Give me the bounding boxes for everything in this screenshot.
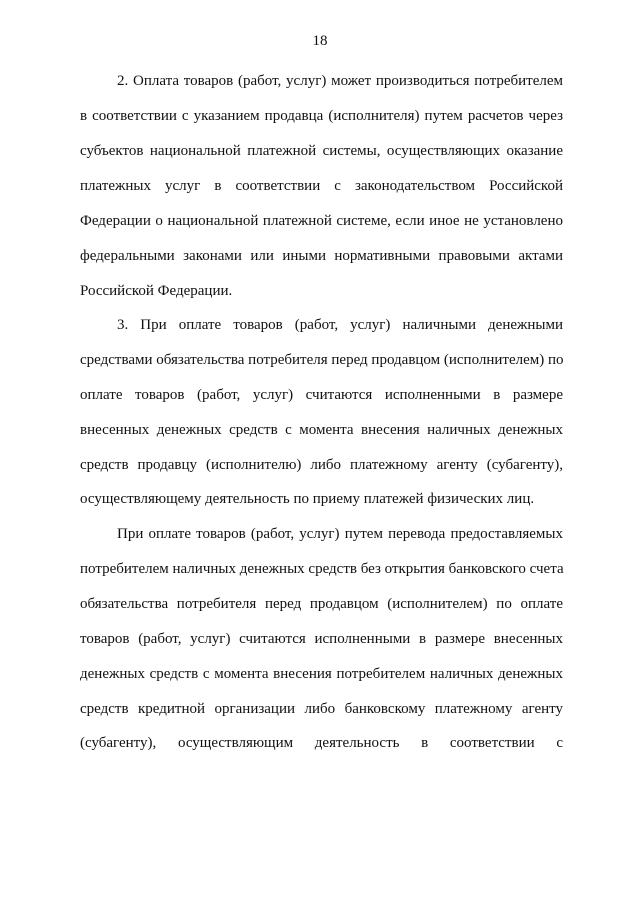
paragraph-line: в соответствии с указанием продавца (исполнителя) путем расчетов через	[80, 108, 563, 124]
paragraph-line: осуществляющему деятельность по приему платежей физических лиц.	[80, 491, 535, 507]
paragraph-line: средств продавцу (исполнителю) либо платежному агенту (субагенту),	[80, 457, 563, 473]
paragraph-line: денежных средств с момента внесения потребителем наличных денежных	[80, 666, 563, 682]
paragraph-line: внесенных денежных средств с момента внесения наличных денежных	[80, 422, 563, 438]
paragraph-line: потребителем наличных денежных средств без открытия банковского счета	[80, 561, 564, 577]
paragraph-line: 3. При оплате товаров (работ, услуг) наличными денежными	[117, 317, 563, 333]
paragraph-line: Российской Федерации.	[80, 283, 233, 299]
paragraph-line: оплате товаров (работ, услуг) считаются исполненными в размере	[80, 387, 563, 403]
paragraph-line: федеральными законами или иными нормативными правовыми актами	[80, 248, 563, 264]
paragraph-line: средствами обязательства потребителя перед продавцом (исполнителем) по	[80, 352, 564, 368]
paragraph-line: 2. Оплата товаров (работ, услуг) может производиться потребителем	[117, 73, 563, 89]
paragraph-line: обязательства потребителя перед продавцом (исполнителем) по оплате	[80, 596, 563, 612]
paragraph-line: При оплате товаров (работ, услуг) путем перевода предоставляемых	[117, 526, 563, 542]
page-number: 18	[312, 33, 328, 49]
paragraph-line: субъектов национальной платежной системы, осуществляющих оказание	[80, 143, 563, 159]
paragraph-line: товаров (работ, услуг) считаются исполненными в размере внесенных	[80, 631, 563, 647]
paragraph-line: (субагенту), осуществляющим деятельность в соответствии с	[80, 735, 563, 751]
paragraph-line: средств кредитной организации либо банковскому платежному агенту	[80, 701, 563, 717]
paragraph-line: Федерации о национальной платежной системе, если иное не установлено	[80, 213, 563, 229]
paragraph-line: платежных услуг в соответствии с законодательством Российской	[80, 178, 563, 194]
